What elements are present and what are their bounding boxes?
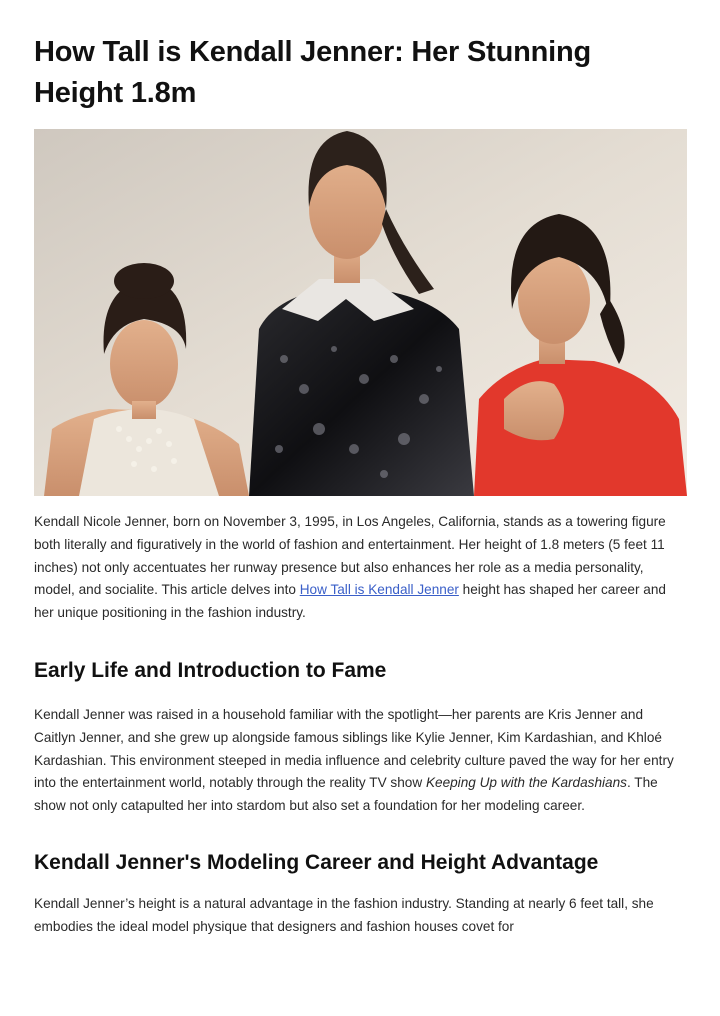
show-title: Keeping Up with the Kardashians: [425, 775, 627, 791]
early-life-paragraph: [34, 704, 684, 818]
early-life-text-start: Kendall Jenner was raised in a household familiar with the spotlight—her parents are Kris Jenner and Caitlyn Jenner, and she grew up alongside famous siblings like Kylie Jenner, Kim Kardashian, and Khloé Kardashian. This environment steeped in media influence and celebrity culture paved the way for her entry into the entertainment world, notably through the reality TV show: [34, 707, 674, 791]
article-title: How Tall is Kendall Jenner: Her Stunning Height 1.8m: [34, 36, 592, 109]
intro-paragraph: [34, 511, 684, 625]
section-heading-early-life: Early Life and Introduction to Fame: [34, 659, 387, 682]
early-life-text-end: . The show not only catapulted her into stardom but also set a foundation for her modeling career.: [34, 775, 658, 814]
modeling-career-paragraph: Kendall Jenner’s height is a natural advantage in the fashion industry. Standing at nearly 6 feet tall, she embodies the ideal model physique that designers and fashion houses covet for: [34, 896, 654, 934]
intro-text-end: height has shaped her career and her unique positioning in the fashion industry.: [34, 582, 666, 621]
how-tall-link[interactable]: How Tall is Kendall Jenner: [299, 582, 459, 598]
intro-text-start: Kendall Nicole Jenner, born on November 3, 1995, in Los Angeles, California, stands as a towering figure both literally and figuratively in the world of fashion and entertainment. Her height of 1.8 meters (5 feet 11 inches) not only accentuates her runway presence but also enhances her role as a media personality, model, and socialite. This article delves into: [34, 514, 666, 598]
section-heading-modeling-career: Kendall Jenner's Modeling Career and Height Advantage: [34, 851, 599, 874]
hero-photo: [34, 129, 687, 496]
hero-photo-illustration: [34, 129, 687, 496]
